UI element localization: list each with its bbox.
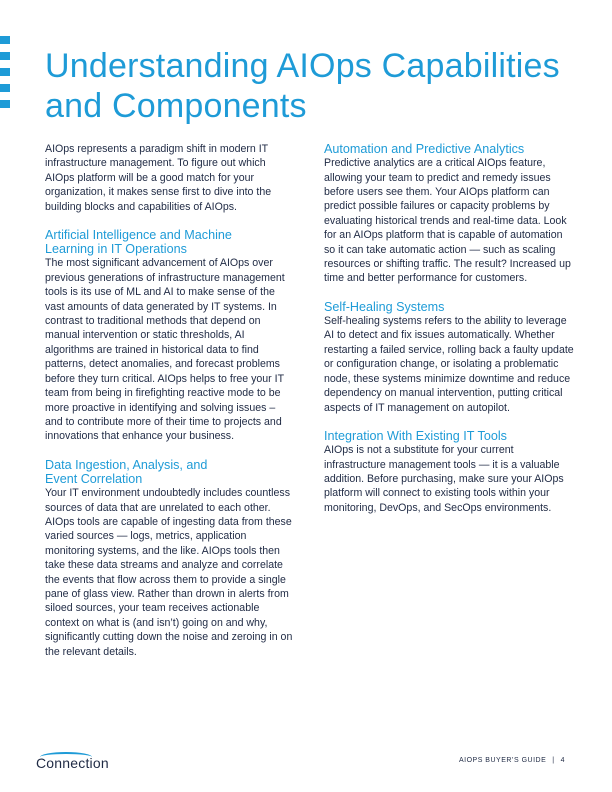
logo-text: Connection [36,755,109,771]
guide-label: AIOPS BUYER’S GUIDE [458,757,547,764]
page-number: 4 [560,757,565,764]
left-column [45,142,295,659]
self-healing-paragraph: Self-healing systems refers to the ability to leverage AI to detect and fix issues automatically. Whether restarting a failed service, rolling back a faulty update or configuration change, or isolating a problematic node, these systems minimize downtime and reduce dependency on manual intervention, putting critical aspects of IT management on autopilot. [324,315,574,414]
title-line-2: and Components [45,87,307,125]
page-title [45,46,585,126]
edge-bar [0,100,10,108]
self-healing-heading: Self-Healing Systems [324,299,445,314]
ai-ml-paragraph: The most significant advancement of AIOps over previous generations of infrastructure management tools is its use of ML and AI to make sense of the vast amounts of data generated by IT systems. In contrast to traditional methods that depend on manual intervention or static thresholds, AI algorithms are trained in historical data to find patterns, detect anomalies, and forecast problems before they turn critical. AIOps helps to free your IT team from being in firefighting reactive mode to be more proactive in identifying and solving issues – and to contribute more of their time to projects and innovations that enhance your business. [45,257,285,443]
ai-ml-heading-line-1: Artificial Intelligence and Machine [45,228,232,243]
data-ingestion-heading-line-2: Event Correlation [45,471,143,486]
edge-bar [0,36,10,44]
intro-paragraph: AIOps represents a paradigm shift in modern IT infrastructure management. To figure out which AIOps platform will be a good match for your organization, it makes sense first to dive into the building blocks and capabilities of AIOps. [45,143,272,213]
data-ingestion-paragraph: Your IT environment undoubtedly includes countless sources of data that are unrelated to each other. AIOps tools are capable of ingesting data from these varied sources — logs, metrics, application monitoring systems, and the like. AIOps tools then take these data streams and analyze and correlate the events that flow across them to provide a single pane of glass view. Rather than drown in alerts from siloed sources, your team receives actionable context on what is (and isn’t) going on and why, significantly cutting down the noise and zeroing in on the relevant details. [45,487,293,658]
data-ingestion-heading [45,458,295,486]
right-column [324,142,574,515]
page-footer [459,757,565,764]
automation-heading: Automation and Predictive Analytics [324,142,525,156]
edge-decoration [0,36,10,116]
automation-paragraph: Predictive analytics are a critical AIOps feature, allowing your team to predict and remedy issues before users see them. Your AIOps platform can predict possible failures or capacity problems by evaluating historical trends and real-time data. Look for an AIOps platform that is capable of automation so it can take automatic action — such as scaling resources or shifting traffic. The result? Increased up time and better performance for customers. [324,157,571,285]
integration-paragraph: AIOps is not a substitute for your current infrastructure management tools — it is a valuable addition. Before purchasing, make sure your AIOps platform will connect to existing tools within your monitoring, DevOps, and SecOps environments. [324,444,564,514]
footer-separator: | [552,757,555,764]
ai-ml-heading-line-2: Learning in IT Operations [45,242,187,257]
integration-heading: Integration With Existing IT Tools [324,428,507,443]
edge-bar [0,68,10,76]
data-ingestion-heading-line-1: Data Ingestion, Analysis, and [45,457,208,472]
title-line-1: Understanding AIOps Capabilities [45,47,560,85]
ai-ml-heading [45,228,295,256]
edge-bar [0,84,10,92]
edge-bar [0,52,10,60]
